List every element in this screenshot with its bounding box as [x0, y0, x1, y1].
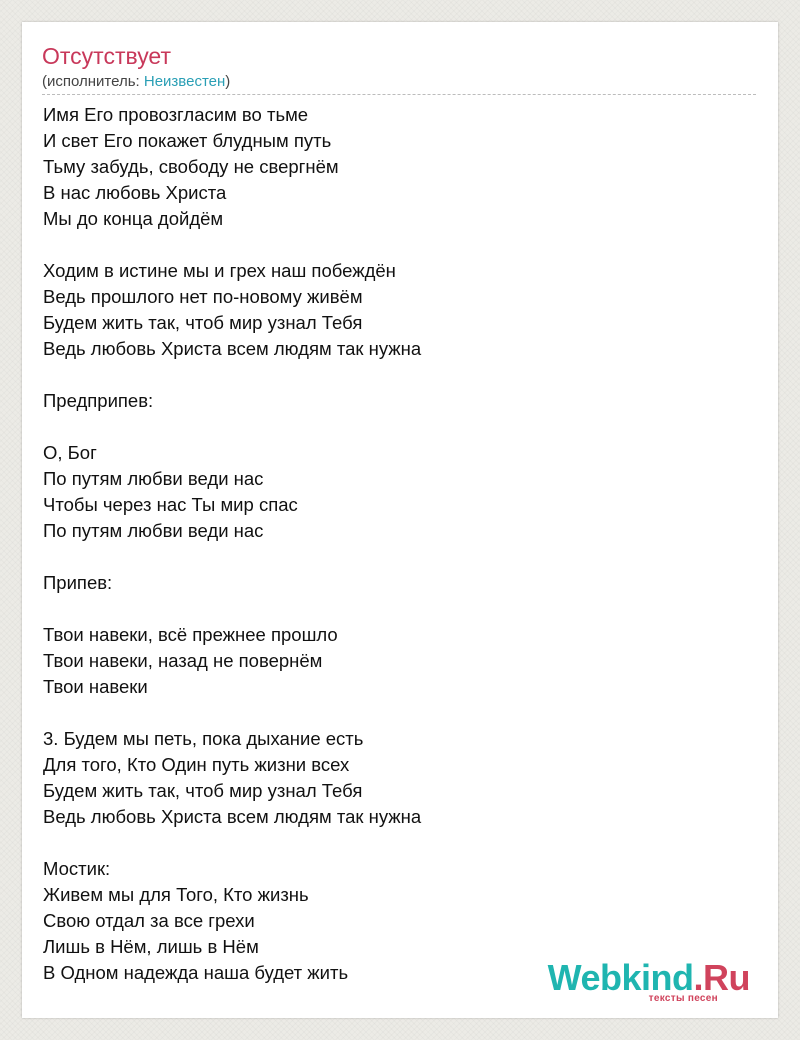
webkind-logo[interactable] — [548, 959, 750, 1004]
logo-wordmark — [548, 959, 750, 997]
logo-tagline: тексты песен — [648, 993, 718, 1004]
artist-link[interactable]: Неизвестен — [143, 73, 226, 90]
lyrics-card — [22, 22, 778, 1018]
logo-brand-main: Webkind — [547, 957, 694, 998]
logo-brand-suffix: .Ru — [693, 957, 750, 998]
artist-line — [42, 72, 230, 92]
lyrics-text: Имя Его провозгласим во тьме И свет Его покажет блудным путь Тьму забудь, свободу не свергнём В нас любовь Христа Мы до конца дойдём Ходим в истине мы и грех наш побеждён Ведь прошлого нет по-новому живём Будем жить так, чтоб мир узнал Тебя Ведь любовь Христа всем людям так нужна Предприпев: О, Бог По путям любви веди нас Чтобы через нас Ты мир спас По путям любви веди нас Припев: Твои навеки, всё прежнее прошло Твои навеки, назад не повернём Твои навеки 3. Будем мы петь, пока дыхание есть Для того, Кто Один путь жизни всех Будем жить так, чтоб мир узнал Тебя Ведь любовь Христа всем людям так нужна Мостик: Живем мы для Того, Кто жизнь Свою отдал за все грехи Лишь в Нём, лишь в Нём В Одном надежда наша будет жить — [43, 104, 422, 983]
header-divider — [42, 94, 756, 95]
song-title: Отсутствует — [42, 43, 171, 69]
artist-suffix: ) — [225, 73, 231, 90]
artist-prefix: (исполнитель: — [42, 73, 144, 90]
